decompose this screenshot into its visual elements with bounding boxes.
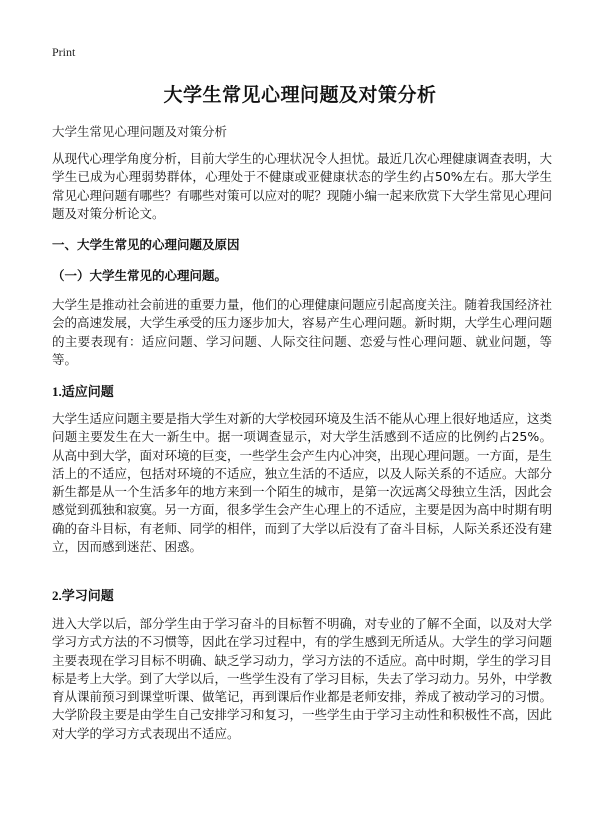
print-label: Print: [52, 45, 76, 59]
subsection-heading: （一）大学生常见的心理问题。: [52, 268, 228, 283]
subsection1-block: [52, 296, 552, 369]
item1-heading-block: [52, 381, 552, 400]
intro-paragraph: 从现代心理学角度分析，目前大学生的心理状况令人担忧。最近几次心理健康调查表明，大学生已成为心理弱势群体，心理处于不健康或亚健康状态的学生约占50%左右。那大学生常见心理问题有哪些？有哪些对策可以应对的呢？现随小编一起来欣赏下大学生常见心理问题及对策分析论文。: [52, 151, 553, 221]
item-heading-study: 2.学习问题: [52, 588, 114, 603]
section1-heading-block: [52, 235, 552, 253]
document-title: 大学生常见心理问题及对策分析: [163, 84, 437, 106]
item2-heading-block: [52, 585, 552, 604]
item-paragraph-study: 进入大学以后，部分学生由于学习奋斗的目标暂不明确，对专业的了解不全面，以及对大学学习方式方法的不习惯等，因此在学习过程中，有的学生感到无所适从。大学生的学习问题主要表现在学习目标不明确、缺乏学习动力，学习方法的不适应。高中时期，学生的学习目标是考上大学。到了大学以后，一些学生没有了学习目标，失去了学习动力。另外，中学教育从课前预习到课堂听课、做笔记，再到课后作业都是老师安排，养成了被动学习的习惯。大学阶段主要是由学生自己安排学习和复习，一些学生由于学习主动性和积极性不高，因此对大学的学习方式表现出不适应。: [52, 616, 553, 741]
intro-block: [52, 150, 552, 223]
item-heading-adaptation: 1.适应问题: [52, 384, 114, 399]
item1-block: [52, 410, 552, 556]
section-heading: 一、大学生常见的心理问题及原因: [52, 237, 240, 252]
subsection-paragraph: 大学生是推动社会前进的重要力量，他们的心理健康问题应引起高度关注。随着我国经济社会的高速发展，大学生承受的压力逐步加大，容易产生心理问题。新时期，大学生心理问题的主要表现有：适应问题、学习问题、人际交往问题、恋爱与性心理问题、就业问题，等等。: [52, 297, 553, 367]
item2-block: [52, 615, 552, 743]
subsection1-heading-block: [52, 266, 552, 284]
item-paragraph-adaptation: 大学生适应问题主要是指大学生对新的大学校园环境及生活不能从心理上很好地适应，这类问题主要发生在大一新生中。据一项调查显示，对大学生活感到不适应的比例约占25%。从高中到大学，面对环境的巨变，一些学生会产生内心冲突，出现心理问题。一方面，是生活上的不适应，包括对环境的不适应，独立生活的不适应，以及人际关系的不适应。大部分新生都是从一个生活多年的地方来到一个陌生的城市，是第一次远离父母独立生活，因此会感觉到孤独和寂寞。另一方面，很多学生会产生心理上的不适应，主要是因为高中时期有明确的奋斗目标，有老师、同学的相伴，而到了大学以后没有了奋斗目标，人际关系还没有建立，因而感到迷茫、困惑。: [52, 411, 553, 555]
document-subtitle: 大学生常见心理问题及对策分析: [52, 124, 228, 139]
